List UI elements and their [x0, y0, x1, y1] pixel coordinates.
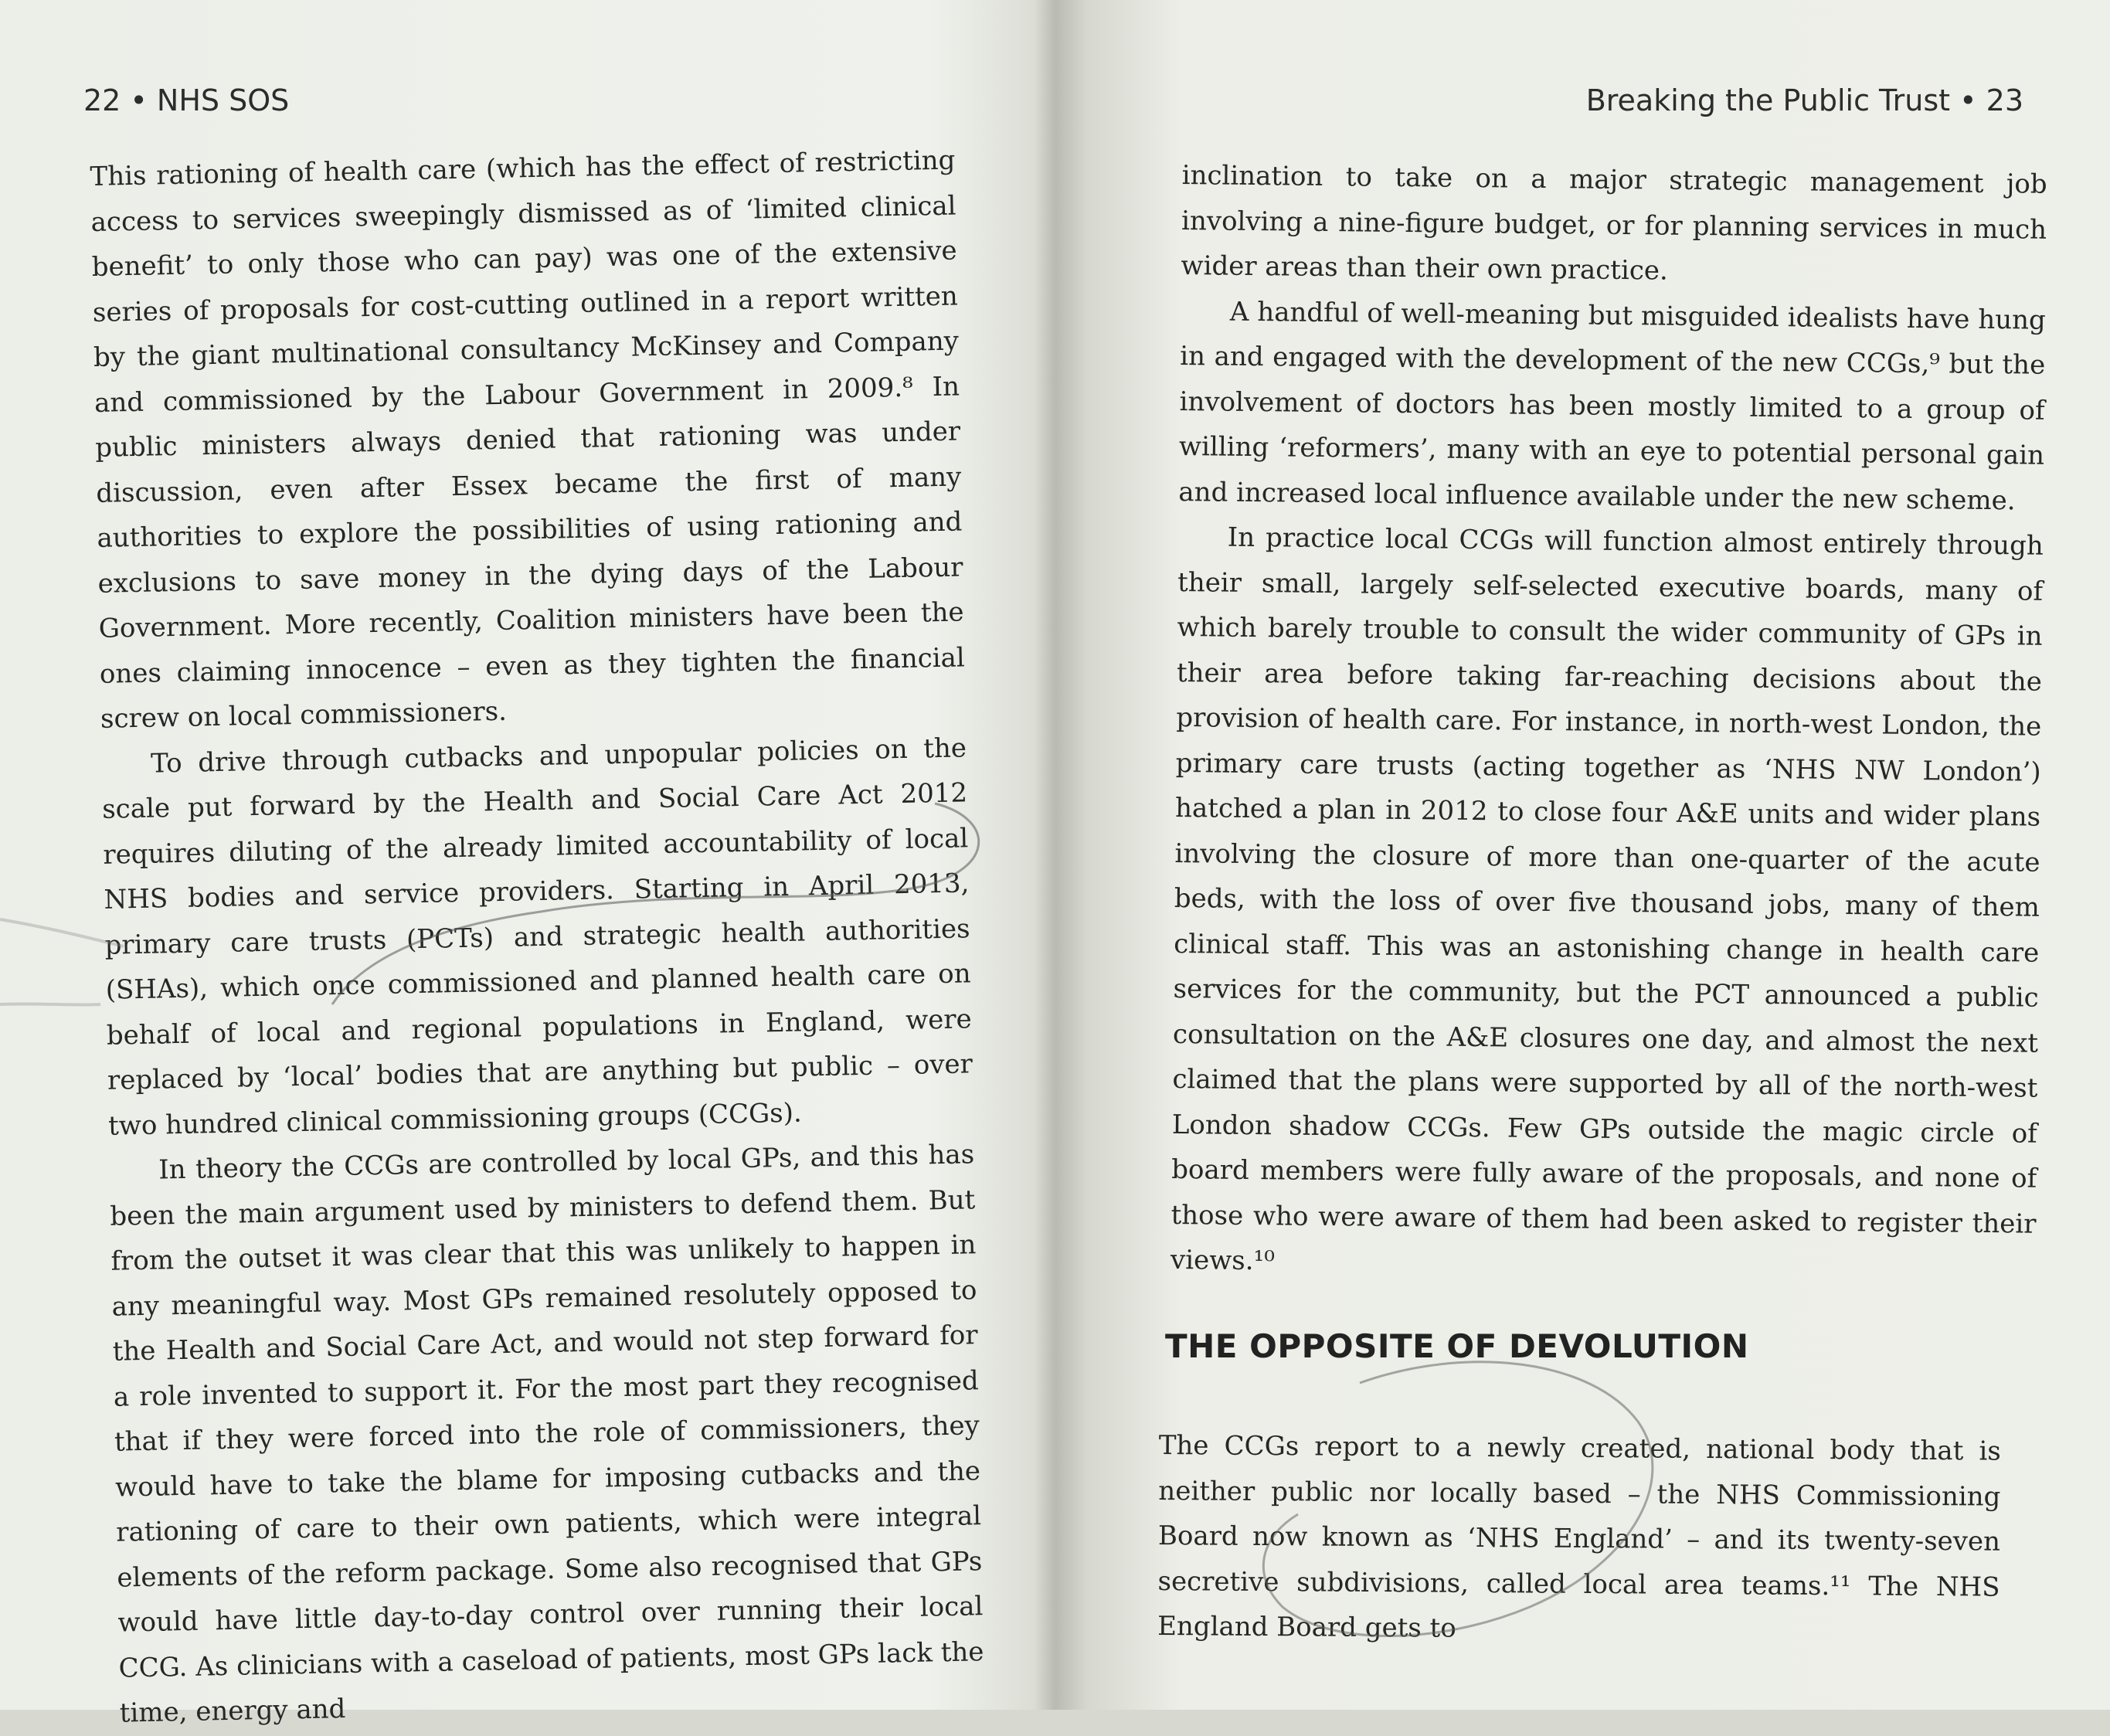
left-page: [0, 0, 1047, 1729]
left-running-head: 22 • NHS SOS: [83, 83, 290, 117]
left-paragraph-2: To drive through cutbacks and unpopular policies on the scale put forward by the Health and Social Care Act 2012 requires diluting of the already limited accountability of local NHS bodies and service providers. Starting in April 2013, primary care trusts (PCTs) and strategic health authorities (SHAs), which once commissioned and planned health care on behalf of local and regional populations in England, were replaced by ‘local’ bodies that are anything but public – over two hundred clinical commissioning groups (CCGs).: [101, 732, 973, 1142]
right-paragraph-2: A handful of well-meaning but misguided idealists have hung in and engaged with the development of the new CCGs,⁹ but the involvement of doctors has been mostly limited to a group of willing ‘reformers’, many with an eye to potential personal gain and increased local influence available under the new scheme.: [1178, 296, 2047, 516]
right-running-head: Breaking the Public Trust • 23: [1585, 83, 2023, 117]
right-body-text: [1171, 153, 2047, 1292]
right-paragraph-3: In practice local CCGs will function almost entirely through their small, largely self-selected executive boards, many of which barely trouble to consult the wider community of GPs in their area before taking far-reaching decisions about the provision of health care. For instance, in north-west London, the primary care trusts (acting together as ‘NHS NW London’) hatched a plan in 2012 to close four A&E units and wider plans involving the closure of more than one-quarter of the acute beds, with the loss of over five thousand jobs, many of them clinical staff. This was an astonishing change in health care services for the community, but the PCT announced a public consultation on the A&E closures one day, and almost the next claimed that the plans were supported by all of the north-west London shadow CCGs. Few GPs outside the magic circle of board members were fully aware of the proposals, and none of those who were aware of them had been asked to register their views.¹⁰: [1170, 521, 2044, 1277]
left-paragraph-3: In theory the CCGs are controlled by local GPs, and this has been the main argument used by ministers to defend them. But from the outset it was clear that this was unlikely to happen in any meaningful way. Most GPs remained resolutely opposed to the Health and Social Care Act, and would not step forward for a role invented to support it. For the most part they recognised that if they were forced into the role of commissioners, they would have to take the blame for imposing cutbacks and the rationing of care to their own patients, which were integral elements of the reform package. Some also recognised that GPs would have little day-to-day control over running their local CCG. As clinicians with a caseload of patients, most GPs lack the time, energy and: [110, 1139, 984, 1729]
left-paragraph-1: This rationing of health care (which has the effect of restricting access to services sweepingly dismissed as of ‘limited clinical benefit’ to only those who can pay) was one of the extensive series of proposals for cost-cutting outlined in a report written by the giant multinational consultancy McKinsey and Company and commissioned by the Labour Government in 2009.⁸ In public ministers always denied that rationing was under discussion, even after Essex became the first of many authorities to explore the possibilities of using rationing and exclusions to save money in the dying days of the Labour Government. More recently, Coalition ministers have been the ones claiming innocence – even as they tighten the financial screw on local commissioners.: [90, 144, 966, 735]
right-paragraph-1: inclination to take on a major strategic management job involving a nine-figure budget, or for planning services in much wider areas than their own practice.: [1181, 159, 2047, 287]
section-heading: THE OPPOSITE OF DEVOLUTION: [1165, 1327, 1749, 1365]
section-body-text: [1157, 1423, 2001, 1655]
left-body-text: [90, 138, 985, 1736]
section-paragraph-1: The CCGs report to a newly created, national body that is neither public nor locally based – the NHS Commissioning Board now known as ‘NHS England’ – and its twenty-seven secretive subdivisions, called local area teams.¹¹ The NHS England Board gets to: [1157, 1429, 2001, 1644]
